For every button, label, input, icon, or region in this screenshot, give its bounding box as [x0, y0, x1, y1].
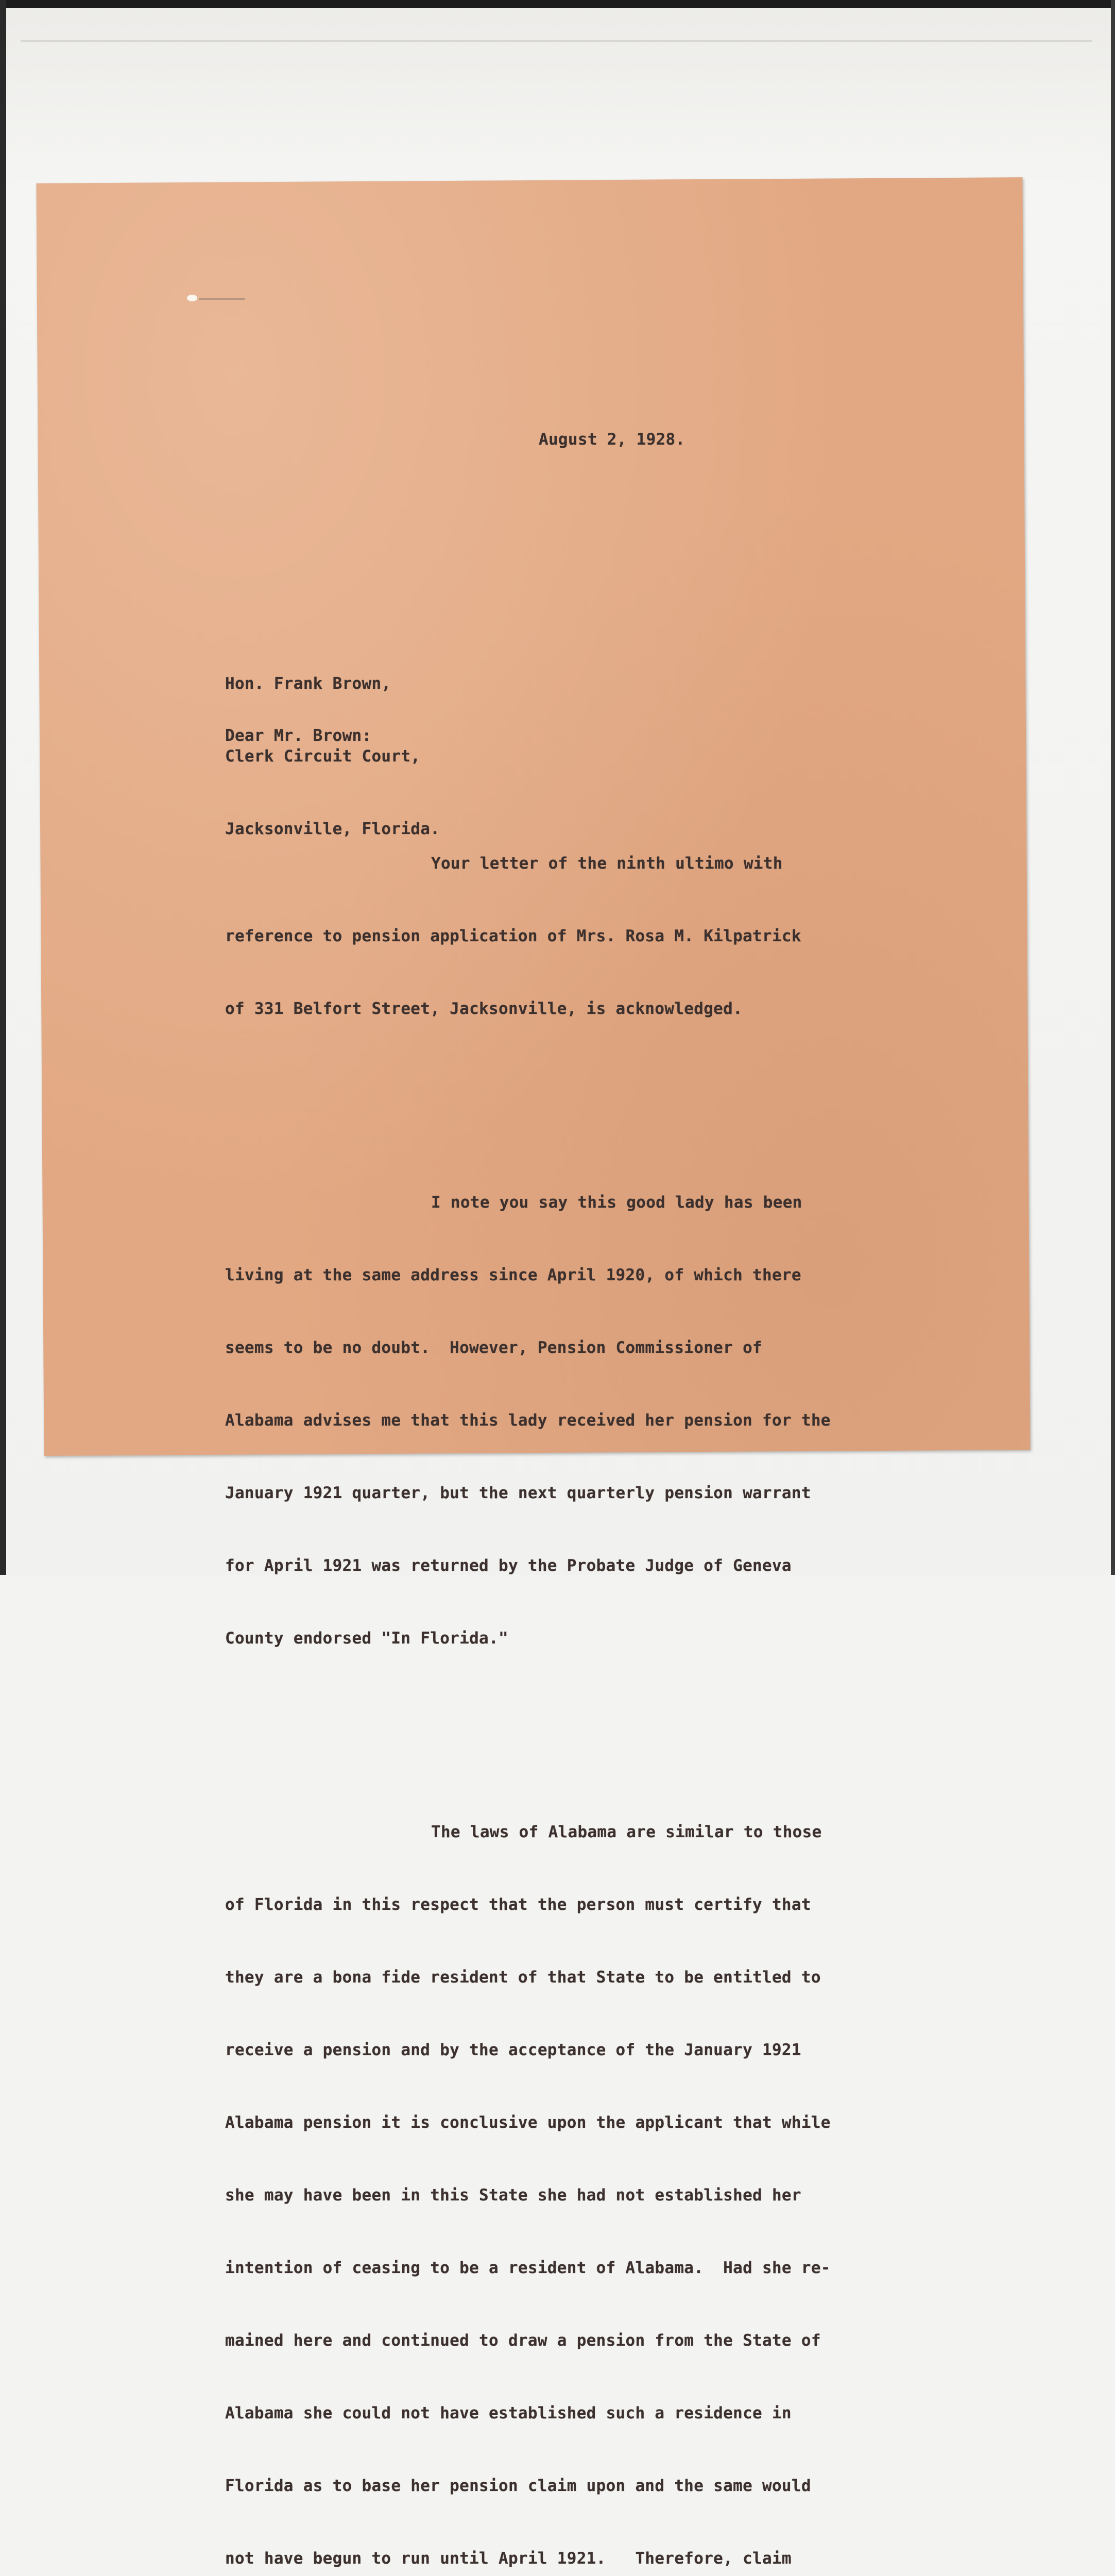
body-line: for April 1921 was returned by the Probate Judge of Geneva: [225, 1556, 792, 1575]
body-line: receive a pension and by the acceptance of the January 1921: [225, 2041, 801, 2059]
paragraph-2: [225, 1142, 831, 1699]
address-line: Hon. Frank Brown,: [225, 674, 391, 693]
letter-date: August 2, 1928.: [539, 430, 685, 449]
punch-hole-smudge: [199, 298, 245, 300]
body-line: seems to be no doubt. However, Pension Commissioner of: [225, 1338, 762, 1357]
body-line: intention of ceasing to be a resident of Alabama. Had she re-: [225, 2259, 831, 2277]
body-line: County endorsed "In Florida.": [225, 1629, 508, 1648]
address-line: Jacksonville, Florida.: [225, 820, 440, 838]
body-line: Alabama she could not have established such a residence in: [225, 2404, 792, 2422]
body-line: Your letter of the ninth ultimo with: [431, 854, 783, 873]
paragraph-3: [225, 1772, 831, 2576]
scan-left-edge: [0, 0, 6, 1575]
body-line: The laws of Alabama are similar to those: [431, 1823, 822, 1841]
body-line: of 331 Belfort Street, Jacksonville, is acknowledged.: [225, 999, 743, 1018]
body-line: January 1921 quarter, but the next quarterly pension warrant: [225, 1484, 811, 1502]
body-line: reference to pension application of Mrs. Rosa M. Kilpatrick: [225, 927, 801, 945]
body-line: mained here and continued to draw a pension from the State of: [225, 2331, 821, 2350]
punch-hole: [187, 295, 197, 301]
body-line: Alabama advises me that this lady received her pension for the: [225, 1411, 831, 1430]
address-line: Clerk Circuit Court,: [225, 747, 421, 766]
body-line: they are a bona fide resident of that State to be entitled to: [225, 1968, 821, 1987]
body-line: not have begun to run until April 1921. Therefore, claim: [225, 2549, 792, 2568]
body-line: I note you say this good lady has been: [431, 1193, 802, 1212]
body-line: of Florida in this respect that the person must certify that: [225, 1895, 811, 1914]
salutation: Dear Mr. Brown:: [225, 726, 372, 745]
scan-right-edge: [1111, 0, 1115, 1575]
scan-artifact-line: [21, 40, 1092, 42]
body-line: she may have been in this State she had not established her: [225, 2186, 801, 2205]
letter-body: [225, 755, 831, 2576]
body-line: living at the same address since April 1920, of which there: [225, 1266, 801, 1284]
scan-top-edge: [0, 0, 1115, 8]
body-line: Alabama pension it is conclusive upon the applicant that while: [225, 2113, 831, 2132]
body-line: Florida as to base her pension claim upon and the same would: [225, 2477, 811, 2495]
paragraph-1: [225, 803, 831, 1070]
